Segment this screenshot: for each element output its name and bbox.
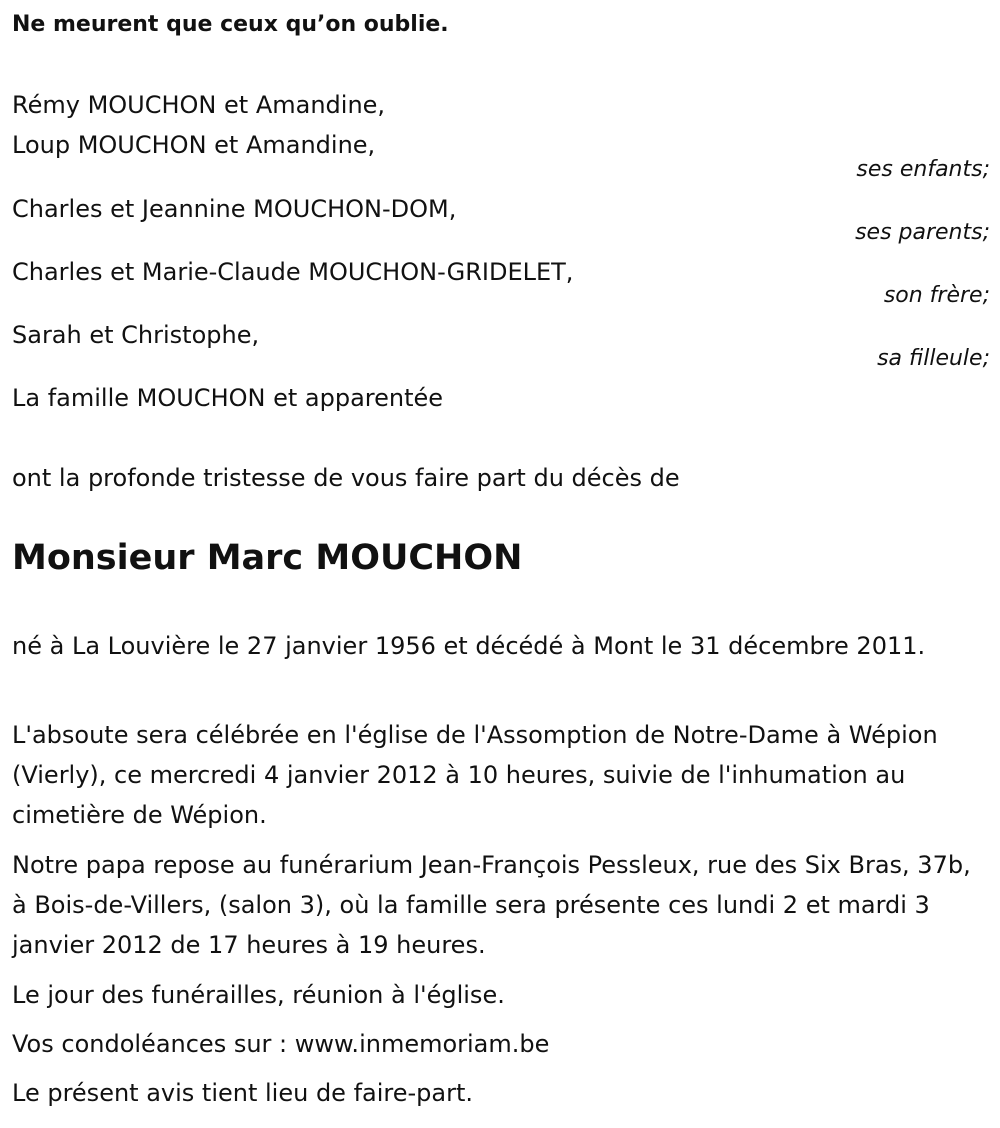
announcement-text: ont la profonde tristesse de vous faire part du décès de [12,464,680,492]
family-line-brother: Charles et Marie-Claude MOUCHON-GRIDELET, [12,258,574,286]
funerarium-paragraph: Notre papa repose au funérarium Jean-François Pessleux, rue des Six Bras, 37b, à Bois-de-Villers, (salon 3), où la famille sera présente ces lundi 2 et mardi 3 janvier 2012 de 17 heures à 19 heures. [12,851,971,959]
family-line-relatives: La famille MOUCHON et apparentée [12,384,444,412]
notice-paragraph: Le présent avis tient lieu de faire-part. [12,1079,474,1107]
obituary-notice [12,0,990,1128]
family-line-children-1: Rémy MOUCHON et Amandine, [12,91,386,119]
family-line-children-2: Loup MOUCHON et Amandine, [12,131,376,159]
family-line-parents: Charles et Jeannine MOUCHON-DOM, [12,195,457,223]
meeting-paragraph: Le jour des funérailles, réunion à l'église. [12,981,505,1009]
condolences-paragraph: Vos condoléances sur : www.inmemoriam.be [12,1030,550,1058]
motto: Ne meurent que ceux qu’on oublie. [12,12,449,37]
role-goddaughter: sa filleule; [877,346,990,371]
ceremony-paragraph: L'absoute sera célébrée en l'église de l'Assomption de Notre-Dame à Wépion (Vierly), ce mercredi 4 janvier 2012 à 10 heures, suivie de l'inhumation au cimetière de Wépion. [12,721,938,829]
role-brother: son frère; [883,283,990,308]
family-line-goddaughter: Sarah et Christophe, [12,321,260,349]
deceased-name: Monsieur Marc MOUCHON [12,538,523,578]
birth-death-paragraph: né à La Louvière le 27 janvier 1956 et décédé à Mont le 31 décembre 2011. [12,632,926,660]
role-children: ses enfants; [856,157,990,182]
role-parents: ses parents; [855,220,990,245]
